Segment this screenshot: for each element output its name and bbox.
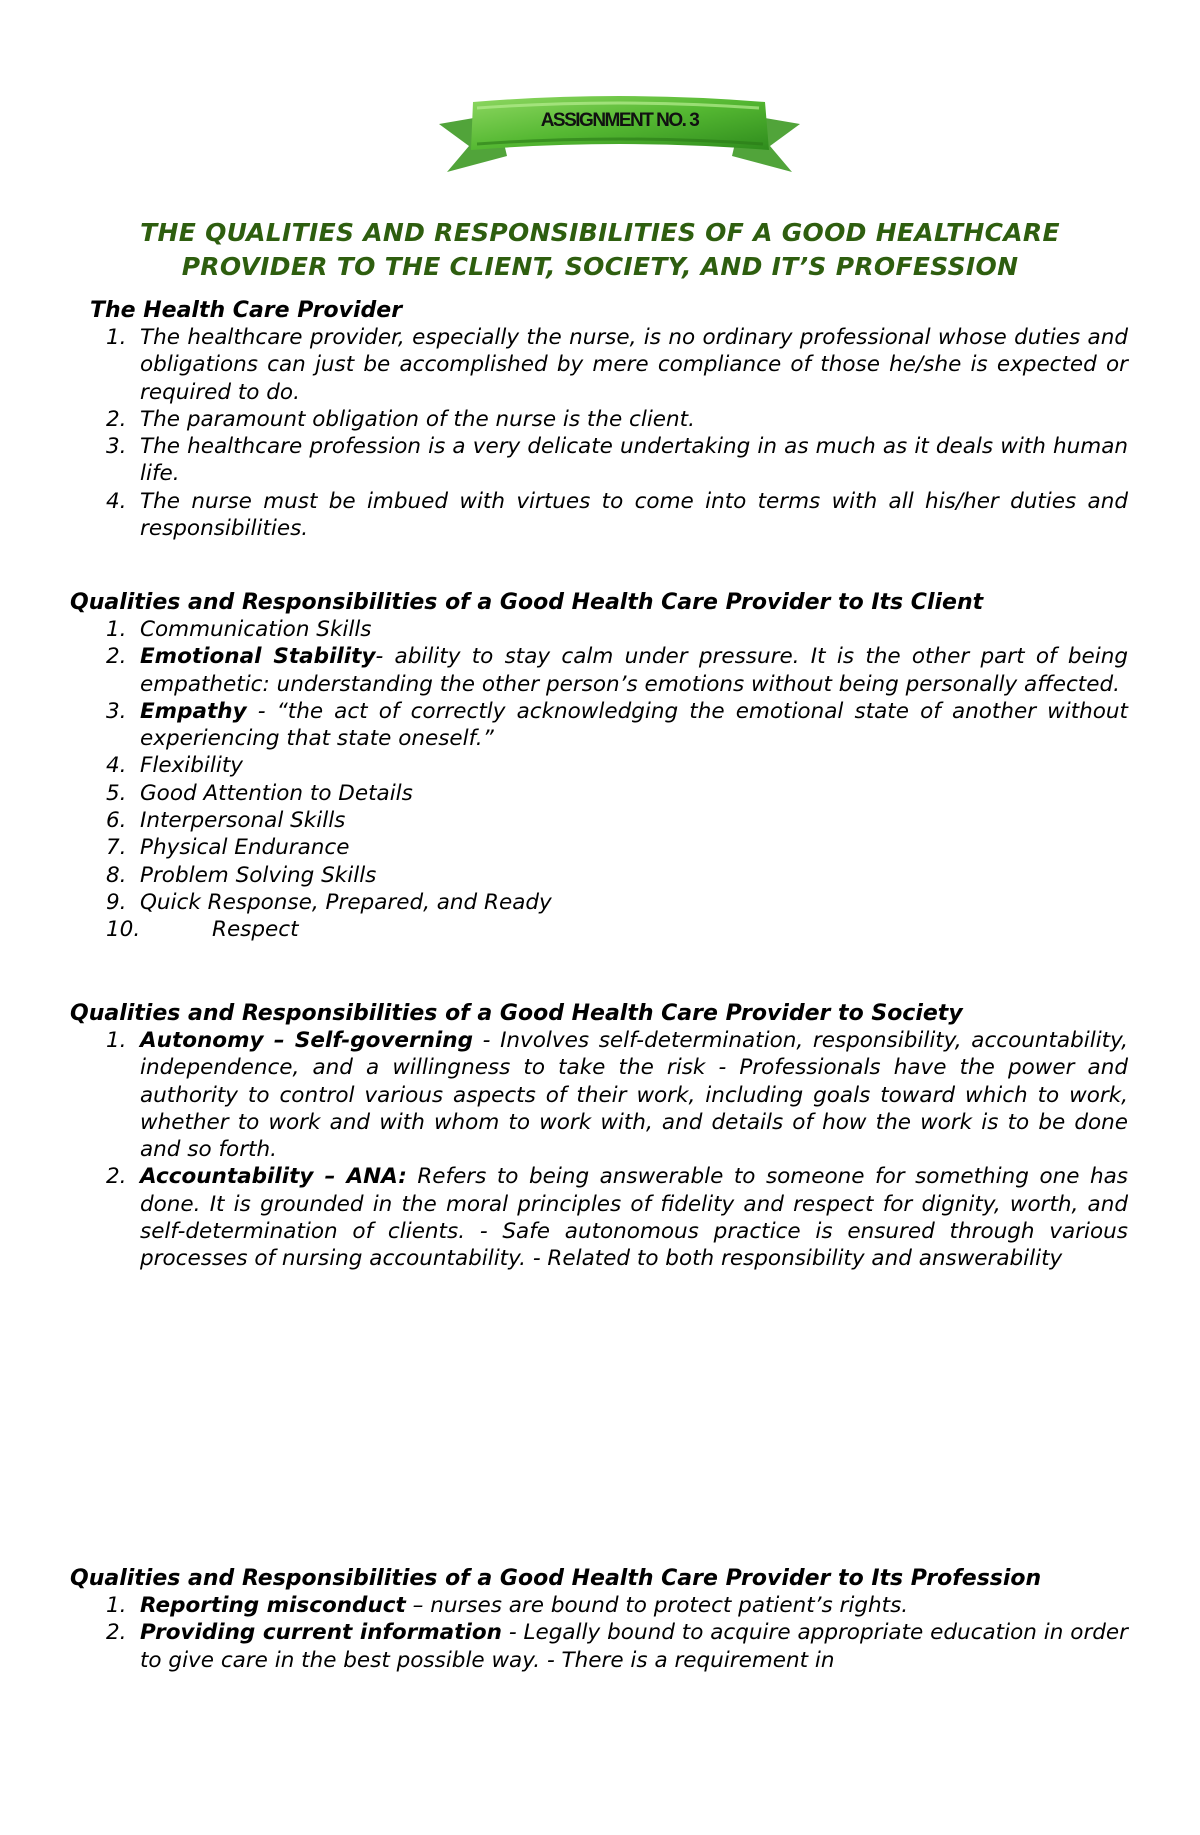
item-term: Emotional Stability: [140, 644, 376, 670]
item-term: Empathy: [140, 698, 247, 724]
list-item: 6. Interpersonal Skills: [106, 808, 346, 834]
list-item: 2. Emotional Stability- ability to stay calm under pressure. It is the other part of being empathetic: understanding the other person’s emotions without being personally affected.: [106, 644, 1128, 697]
section-heading-society: Qualities and Responsibilities of a Good Health Care Provider to Society: [70, 1001, 963, 1026]
list-item: 3. Empathy - “the act of correctly acknowledging the emotional state of another without experiencing that state oneself.”: [106, 698, 1128, 752]
list-item: 2. Providing current information - Legally bound to acquire appropriate education in order to give care in the best possible way. - There is a requirement in: [106, 1620, 1128, 1673]
list-item: 1. Reporting misconduct – nurses are bound to protect patient’s rights.: [106, 1593, 909, 1618]
provider-list: [70, 324, 1128, 542]
item-term: Accountability – ANA:: [140, 1164, 407, 1190]
list-item: 4. Flexibility: [106, 753, 243, 779]
list-item: 10. Respect: [106, 917, 299, 943]
item-term: Providing current information: [140, 1620, 502, 1646]
assignment-banner: [437, 94, 802, 186]
section-heading-client: Qualities and Responsibilities of a Good Health Care Provider to Its Client: [70, 590, 984, 615]
list-item: 3. The healthcare profession is a very delicate undertaking in as much as it deals with human life.: [106, 434, 1128, 487]
list-item: 1. The healthcare provider, especially the nurse, is no ordinary professional whose duties and obligations can just be accomplished by mere compliance of those he/she is expected or required to do.: [106, 325, 1128, 405]
page-title: [70, 216, 1130, 284]
list-item: 2. Accountability – ANA: Refers to being answerable to someone for something one has done. It is grounded in the moral principles of fidelity and respect for dignity, worth, and self-determination of clients. - Safe autonomous practice is ensured through various processes of nursing accountability. - Related to both responsibility and answerability: [106, 1164, 1128, 1272]
banner-label: ASSIGNMENT NO. 3: [540, 110, 699, 131]
list-item: 7. Physical Endurance: [106, 835, 350, 861]
item-term: Reporting misconduct: [140, 1593, 406, 1618]
society-list: [70, 1027, 1128, 1273]
list-item: 8. Problem Solving Skills: [106, 862, 377, 888]
section-heading-provider: The Health Care Provider: [90, 298, 403, 323]
profession-list: [70, 1592, 1128, 1674]
item-term: Autonomy – Self-governing: [140, 1028, 473, 1053]
ribbon-graphic: [437, 94, 802, 186]
section-heading-profession: Qualities and Responsibilities of a Good Health Care Provider to Its Profession: [70, 1566, 1042, 1591]
title-line-2: PROVIDER TO THE CLIENT, SOCIETY, AND IT’S PROFESSION: [181, 252, 1019, 281]
list-item: 2. The paramount obligation of the nurse is the client.: [106, 406, 695, 432]
list-item: 4. The nurse must be imbued with virtues to come into terms with all his/her duties and responsibilities.: [106, 488, 1128, 542]
title-line-1: THE QUALITIES AND RESPONSIBILITIES OF A GOOD HEALTHCARE: [140, 218, 1060, 247]
list-item: 9. Quick Response, Prepared, and Ready: [106, 889, 552, 915]
list-item: 1. Communication Skills: [106, 617, 372, 642]
client-list: [70, 616, 1128, 944]
list-item: 5. Good Attention to Details: [106, 780, 413, 806]
list-item: 1. Autonomy – Self-governing - Involves self-determination, responsibility, accountability, independence, and a willingness to take the risk - Professionals have the power and authority to control various aspects of their work, including goals toward which to work, whether to work and with whom to work with, and details of how the work is to be done and so forth.: [106, 1028, 1128, 1163]
